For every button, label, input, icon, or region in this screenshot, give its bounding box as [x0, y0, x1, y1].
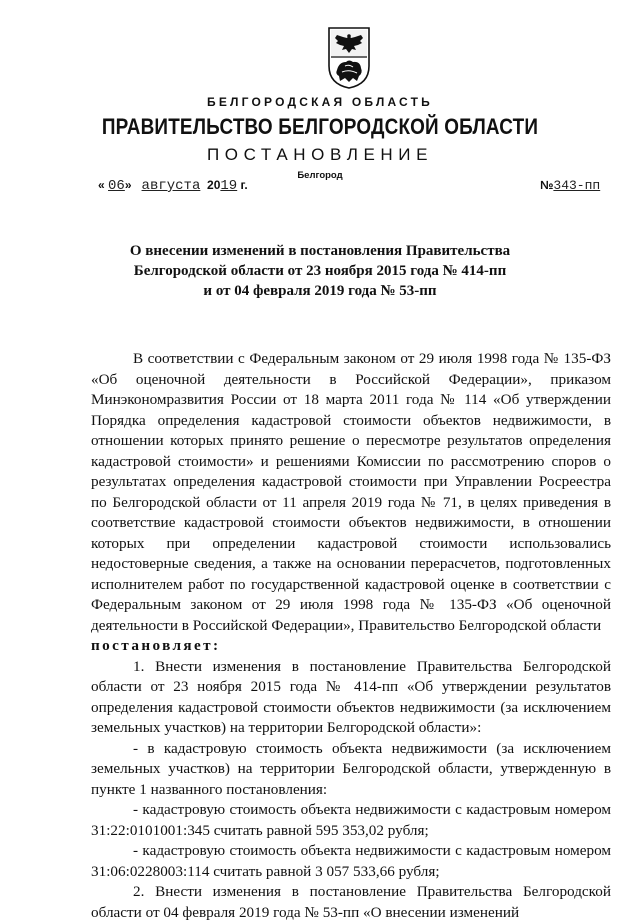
- item-2-paragraph: 2. Внести изменения в постановление Правительства Белгородской области от 04 февраля 2019 года № 53-пп «О внесении изменений: [91, 883, 611, 921]
- cadastral-value-paragraph-1: - кадастровую стоимость объекта недвижимости с кадастровым номером 31:22:0101001:345 считать равной 595 353,02 рубля;: [91, 801, 611, 839]
- government-heading: ПРАВИТЕЛЬСТВО БЕЛГОРОДСКОЙ ОБЛАСТИ: [101, 114, 539, 139]
- cadastral-value-paragraph-2: - кадастровую стоимость объекта недвижимости с кадастровым номером 31:06:0228003:114 считать равной 3 057 533,66 рубля;: [91, 842, 611, 880]
- document-number: [540, 178, 600, 193]
- title-line: Белгородской области от 23 ноября 2015 года № 414-пп: [133, 263, 507, 279]
- date-open-quote: «: [98, 178, 105, 192]
- document-type-heading: ПОСТАНОВЛЕНИЕ: [206, 145, 434, 164]
- document-body: [91, 349, 611, 923]
- region-heading: БЕЛГОРОДСКАЯ ОБЛАСТЬ: [207, 95, 433, 109]
- number-prefix: №: [540, 178, 554, 192]
- title-line: и от 04 февраля 2019 года № 53-пп: [203, 283, 437, 299]
- decides-word: постановляет:: [91, 637, 221, 654]
- title-line: О внесении изменений в постановления Правительства: [129, 243, 511, 259]
- document-date: [98, 178, 248, 194]
- coat-of-arms-emblem: [327, 26, 371, 90]
- date-month: августа: [141, 178, 201, 194]
- item-1-subparagraph: - в кадастровую стоимость объекта недвижимости (за исключением земельных участков) на территории Белгородской области, утвержденную в пункте 1 названного постановления:: [91, 739, 611, 798]
- item-1-paragraph: 1. Внести изменения в постановление Правительства Белгородской области от 23 ноября 2015 года № 414-пп «Об утверждении результатов определения кадастровой стоимости объектов недвижимости (за исключением земельных участков) на территории Белгородской области»:: [91, 657, 611, 736]
- document-title: [90, 241, 550, 301]
- date-year-unit: г.: [240, 178, 248, 192]
- preamble-paragraph: В соответствии с Федеральным законом от 29 июля 1998 года № 135-ФЗ «Об оценочной деятельности в Российской Федерации», приказом Минэкономразвития России от 18 марта 2011 года № 114 «Об утверждении Порядка определения кадастровой стоимости объектов недвижимости, в отношении которых принято решение о пересмотре результатов определения кадастровой стоимости» и решениями Комиссии по рассмотрению споров о результатах определения кадастровой стоимости при Управлении Росреестра по Белгородской области от 11 апреля 2019 года № 71, в целях приведения в соответствие кадастровой стоимости объектов недвижимости, в отношении которых при определении кадастровой стоимости использовались недостоверные сведения, а также на основании перерасчетов, подготовленных исполнителем работ по государственной кадастровой оценке в соответствии с Федеральным законом от 29 июля 1998 года № 135-ФЗ «Об оценочной деятельности в Российской Федерации», Правительство Белгородской области: [91, 350, 611, 634]
- date-day: 06: [108, 178, 125, 194]
- city-label: Белгород: [297, 170, 343, 181]
- date-year-prefix: 20: [207, 178, 221, 192]
- date-year-suffix: 19: [220, 178, 238, 194]
- number-value: 343-пп: [553, 178, 601, 193]
- date-close-quote: »: [124, 178, 132, 192]
